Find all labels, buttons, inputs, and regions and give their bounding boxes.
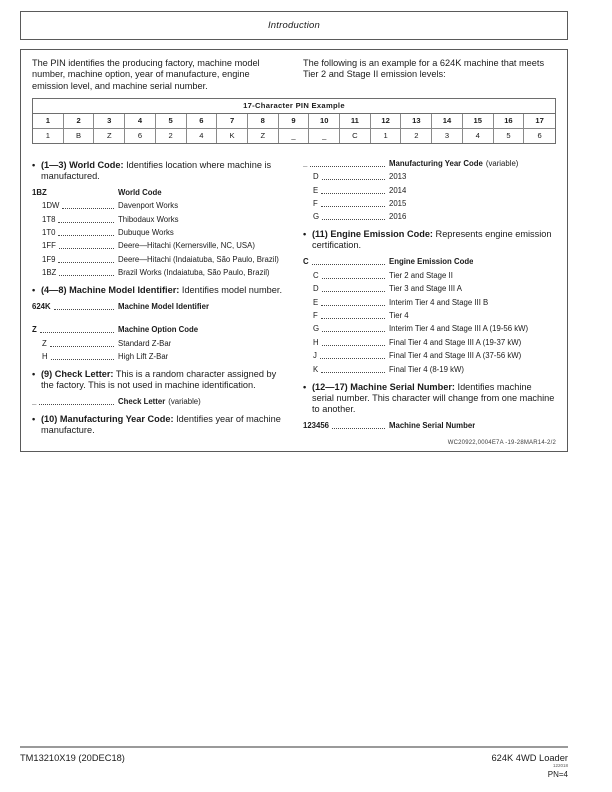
def-desc: Engine Emission Code xyxy=(389,257,474,267)
def-row xyxy=(303,212,556,222)
pin-table-title: 17-Character PIN Example xyxy=(33,99,555,114)
pin-value-cell: C xyxy=(340,128,371,143)
def-row xyxy=(32,255,285,265)
def-desc: Interim Tier 4 and Stage III A (19-56 kW) xyxy=(389,324,529,334)
pin-position-cell: 2 xyxy=(64,114,95,128)
def-desc: Tier 4 xyxy=(389,311,409,321)
dot-leader xyxy=(321,193,385,194)
def-row xyxy=(303,338,556,348)
def-suffix: (variable) xyxy=(168,397,201,407)
def-desc: 2013 xyxy=(389,172,407,182)
def-term: 1F9 xyxy=(42,254,56,264)
def-term: 624K xyxy=(32,302,51,312)
dot-leader xyxy=(322,331,385,332)
page-title: Introduction xyxy=(267,20,321,31)
def-items xyxy=(303,172,556,222)
def-term: 1FF xyxy=(42,241,56,251)
pin-position-cell: 7 xyxy=(217,114,248,128)
def-term: K xyxy=(313,364,319,374)
def-row xyxy=(303,298,556,308)
page-footer xyxy=(20,746,568,779)
pin-position-cell: 10 xyxy=(309,114,340,128)
def-row xyxy=(32,325,285,335)
def-term: F xyxy=(313,311,318,321)
def-desc: Thibodaux Works xyxy=(118,214,179,224)
dot-leader xyxy=(59,275,114,276)
pin-value-cell: 6 xyxy=(524,128,555,143)
dot-leader xyxy=(40,332,114,333)
def-desc: Standard Z-Bar xyxy=(118,338,172,348)
def-row xyxy=(303,421,556,431)
machine-option-code-list xyxy=(32,325,285,362)
dot-leader xyxy=(322,291,385,292)
dot-leader xyxy=(39,404,114,405)
pin-position-cell: 13 xyxy=(401,114,432,128)
pin-value-cell: 3 xyxy=(432,128,463,143)
pin-value-cell: 6 xyxy=(125,128,156,143)
def-desc: Brazil Works (Indaiatuba, São Paulo, Brazil) xyxy=(118,268,270,278)
dot-leader xyxy=(322,219,385,220)
dot-leader xyxy=(54,309,114,310)
dot-leader xyxy=(58,235,114,236)
bullet-manufacturing-year-code xyxy=(32,414,285,436)
bullet-text: (12—17) Machine Serial Number: Identifies machine serial number. This character will change from one machine to another. xyxy=(312,381,555,414)
def-row xyxy=(32,215,285,225)
dot-leader xyxy=(321,206,385,207)
intro-row xyxy=(32,58,556,92)
pin-position-cell: 5 xyxy=(156,114,187,128)
dot-leader xyxy=(51,359,114,360)
footer-date-code: 122018 xyxy=(552,763,568,768)
dot-leader xyxy=(321,372,385,373)
def-term: _ xyxy=(303,158,308,168)
bullet-text: (9) Check Letter: This is a random character assigned by the factory. This is not used in machine identification. xyxy=(41,369,277,391)
def-term: Z xyxy=(32,325,37,335)
pin-position-cell: 1 xyxy=(33,114,64,128)
def-items xyxy=(32,201,285,278)
bullet-marker-icon xyxy=(303,229,312,251)
def-desc: High Lift Z-Bar xyxy=(118,352,169,362)
pin-position-cell: 14 xyxy=(432,114,463,128)
dot-leader xyxy=(322,345,385,346)
footer-page-number: PN=4 xyxy=(547,770,568,779)
dot-leader xyxy=(310,166,385,167)
pin-value-cell: 1 xyxy=(33,128,64,143)
def-row xyxy=(303,172,556,182)
def-desc: Check Letter (variable) xyxy=(118,397,201,407)
pin-position-cell: 12 xyxy=(371,114,402,128)
def-desc: Tier 3 and Stage III A xyxy=(389,284,462,294)
def-suffix: (variable) xyxy=(485,158,519,168)
pin-value-cell: 2 xyxy=(401,128,432,143)
bullet-text: (10) Manufacturing Year Code: Identifies year of machine manufacture. xyxy=(41,414,281,436)
def-row xyxy=(303,159,556,169)
def-row xyxy=(32,302,285,312)
manufacturing-year-code-list xyxy=(303,159,556,223)
pin-value-cell: B xyxy=(64,128,95,143)
def-row xyxy=(32,268,285,278)
def-row xyxy=(32,188,285,198)
pin-position-row xyxy=(33,114,555,128)
pin-value-cell: _ xyxy=(309,128,340,143)
def-desc: Machine Serial Number xyxy=(389,420,476,430)
dot-leader xyxy=(322,278,385,279)
def-term: G xyxy=(313,324,320,334)
dot-leader xyxy=(58,222,114,223)
pin-value-cell: 2 xyxy=(156,128,187,143)
def-row xyxy=(303,257,556,267)
def-row xyxy=(303,351,556,361)
def-row xyxy=(32,352,285,362)
pin-position-cell: 4 xyxy=(125,114,156,128)
pin-value-row xyxy=(33,128,555,143)
def-row xyxy=(303,324,556,334)
check-letter-row xyxy=(32,397,285,407)
pin-value-cell: K xyxy=(217,128,248,143)
def-desc: Tier 2 and Stage II xyxy=(389,270,453,280)
def-term: 1T0 xyxy=(42,228,56,238)
pin-value-cell: 4 xyxy=(187,128,218,143)
def-term: 1BZ xyxy=(42,268,57,278)
def-term: 1T8 xyxy=(42,214,56,224)
pin-position-cell: 6 xyxy=(187,114,218,128)
footer-doc-number: TM13210X19 (20DEC18) xyxy=(20,753,125,763)
bullet-text: (11) Engine Emission Code: Represents engine emission certification. xyxy=(312,229,552,251)
def-row xyxy=(32,228,285,238)
pin-value-cell: 1 xyxy=(371,128,402,143)
def-items xyxy=(303,271,556,375)
def-desc: Interim Tier 4 and Stage III B xyxy=(389,297,489,307)
def-term: 1BZ xyxy=(32,187,47,197)
def-row xyxy=(303,271,556,281)
dot-leader xyxy=(322,179,385,180)
world-code-list xyxy=(32,188,285,278)
def-desc: Deere—Hitachi (Indaiatuba, São Paulo, Brazil) xyxy=(118,254,279,264)
def-term: H xyxy=(313,337,319,347)
dot-leader xyxy=(50,346,114,347)
bullet-marker-icon xyxy=(32,414,41,436)
bullet-world-code xyxy=(32,160,285,182)
dot-leader xyxy=(321,305,385,306)
machine-serial-number-row xyxy=(303,421,556,431)
def-term: G xyxy=(313,212,320,222)
def-row xyxy=(303,199,556,209)
def-desc: Final Tier 4 and Stage III A (37-56 kW) xyxy=(389,351,522,361)
bullet-machine-model-identifier xyxy=(32,285,285,296)
def-term: C xyxy=(303,257,309,267)
bullet-marker-icon xyxy=(32,369,41,391)
pin-position-cell: 8 xyxy=(248,114,279,128)
content-box xyxy=(20,49,568,452)
bullet-check-letter xyxy=(32,369,285,391)
revision-code: WC20922,0004E7A -19-28MAR14-2/2 xyxy=(447,439,556,446)
def-items xyxy=(32,339,285,362)
def-term: H xyxy=(42,352,48,362)
pin-value-cell: _ xyxy=(279,128,310,143)
def-term: D xyxy=(313,284,319,294)
def-term: F xyxy=(313,199,318,209)
dot-leader xyxy=(320,358,385,359)
def-row xyxy=(32,241,285,251)
pin-value-cell: Z xyxy=(94,128,125,143)
def-desc: Final Tier 4 (8-19 kW) xyxy=(389,364,464,374)
dot-leader xyxy=(59,248,114,249)
def-desc: World Code xyxy=(118,187,162,197)
def-term: D xyxy=(313,172,319,182)
pin-example-table xyxy=(32,98,556,144)
bullet-marker-icon xyxy=(32,285,41,296)
dot-leader xyxy=(321,318,385,319)
def-row xyxy=(32,397,285,407)
def-row xyxy=(32,339,285,349)
machine-model-identifier-row xyxy=(32,302,285,312)
dot-leader xyxy=(58,262,114,263)
pin-description-paragraph: The PIN identifies the producing factory, machine model number, machine option, year of manufacture, engine emission level, and machine serial number. xyxy=(32,58,260,91)
def-desc: Final Tier 4 and Stage III A (19-37 kW) xyxy=(389,337,522,347)
def-term: 1DW xyxy=(42,201,60,211)
left-column xyxy=(32,153,285,440)
def-desc: Davenport Works xyxy=(118,201,179,211)
def-desc: Deere—Hitachi (Kernersville, NC, USA) xyxy=(118,241,255,251)
pin-position-cell: 3 xyxy=(94,114,125,128)
def-row xyxy=(303,311,556,321)
pin-value-cell: 5 xyxy=(494,128,525,143)
two-column-body xyxy=(32,153,556,446)
bullet-machine-serial-number xyxy=(303,382,556,415)
pin-value-cell: 4 xyxy=(463,128,494,143)
def-term: E xyxy=(313,185,319,195)
def-term: C xyxy=(313,270,319,280)
pin-position-cell: 17 xyxy=(535,115,544,125)
dot-leader xyxy=(62,208,114,209)
def-term: 123456 xyxy=(303,420,330,430)
pin-position-cell: 11 xyxy=(340,114,371,128)
bullet-marker-icon xyxy=(32,160,41,182)
def-row xyxy=(303,186,556,196)
def-row xyxy=(303,365,556,375)
def-row xyxy=(303,284,556,294)
def-desc: Machine Option Code xyxy=(118,325,199,335)
bullet-engine-emission-code xyxy=(303,229,556,251)
def-desc: Machine Model Identifier xyxy=(118,302,209,312)
pin-position-cell: 16 xyxy=(494,114,525,128)
pin-position-cell: 9 xyxy=(279,114,310,128)
bullet-marker-icon xyxy=(303,382,312,415)
bullet-text: (4—8) Machine Model Identifier: Identifies model number. xyxy=(41,285,282,296)
right-column xyxy=(303,153,556,446)
def-term: _ xyxy=(32,397,37,407)
footer-model-name: 624K 4WD Loader xyxy=(491,753,568,763)
def-desc: 2014 xyxy=(389,185,407,195)
def-term: E xyxy=(313,297,319,307)
engine-emission-code-list xyxy=(303,257,556,374)
dot-leader xyxy=(332,428,385,429)
def-desc: 2015 xyxy=(389,199,407,209)
pin-example-paragraph: The following is an example for a 624K machine that meets Tier 2 and Stage II emission levels: xyxy=(303,58,545,80)
def-desc: Dubuque Works xyxy=(118,228,174,238)
def-row xyxy=(32,201,285,211)
bullet-text: (1—3) World Code: Identifies location where machine is manufactured. xyxy=(41,159,272,181)
def-term: Z xyxy=(42,338,47,348)
dot-leader xyxy=(312,264,385,265)
def-desc: Manufacturing Year Code (variable) xyxy=(389,158,519,168)
def-desc: 2016 xyxy=(389,212,407,222)
pin-value-cell: Z xyxy=(248,128,279,143)
def-term: J xyxy=(313,351,317,361)
pin-position-cell: 15 xyxy=(463,114,494,128)
page-header-box xyxy=(20,11,568,40)
